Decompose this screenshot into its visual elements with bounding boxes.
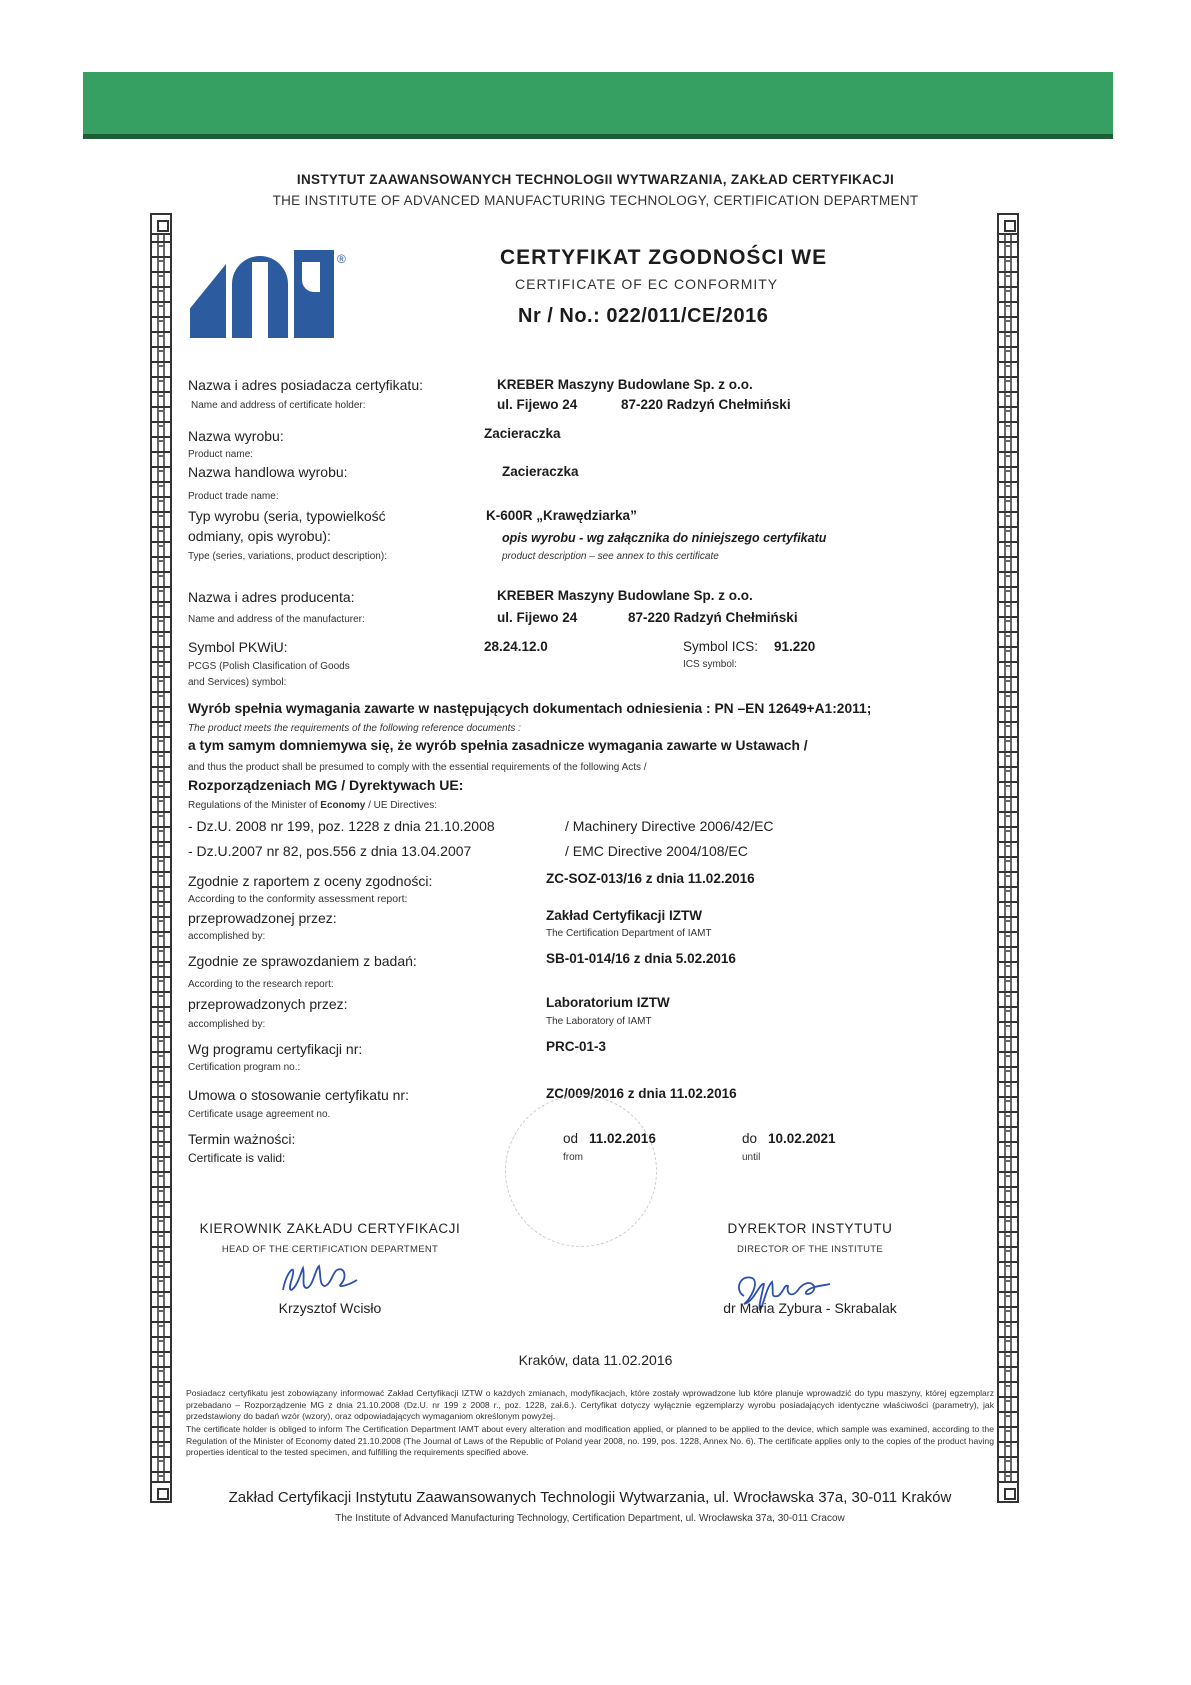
ics-label: Symbol ICS: — [683, 639, 759, 654]
valid-to-en: until — [742, 1152, 761, 1163]
product-name: Zacieraczka — [484, 426, 561, 441]
valid-from-en: from — [563, 1152, 583, 1163]
manufacturer-city: 87-220 Radzyń Chełmiński — [628, 610, 798, 625]
faint-seal-stamp — [505, 1095, 657, 1247]
valid-from-prefix: od — [563, 1131, 579, 1146]
header-green-bar-edge — [83, 134, 1113, 139]
research-by-label-en: accomplished by: — [188, 1019, 266, 1030]
ics-label-en: ICS symbol: — [683, 659, 737, 670]
validity-label-en: Certificate is valid: — [188, 1151, 286, 1165]
right-signatory-title-en: DIRECTOR OF THE INSTITUTE — [737, 1244, 883, 1255]
type-description-en: product description – see annex to this certificate — [502, 551, 719, 562]
footer-address-en: The Institute of Advanced Manufacturing Technology, Certification Department, ul. Wrocławska 37a, 30-011 Cracow — [335, 1513, 845, 1524]
requirements-line-1-en: The product meets the requirements of the following reference documents : — [188, 723, 521, 734]
pkwiu-label-en-2: and Services) symbol: — [188, 677, 287, 688]
certificate-title-en: CERTIFICATE OF EC CONFORMITY — [515, 276, 779, 292]
act-1-pl: - Dz.U. 2008 nr 199, poz. 1228 z dnia 21.10.2008 — [188, 818, 495, 834]
type-label-en: Type (series, variations, product description): — [188, 551, 387, 562]
program-label-en: Certification program no.: — [188, 1062, 301, 1073]
agreement-label: Umowa o stosowanie certyfikatu nr: — [188, 1087, 409, 1103]
left-border-top-corner — [150, 213, 172, 235]
research-value: SB-01-014/16 z dnia 5.02.2016 — [546, 951, 736, 966]
requirements-line-3-en: Regulations of the Minister of Economy / UE Directives: — [188, 800, 437, 811]
manufacturer-label: Nazwa i adres producenta: — [188, 589, 355, 605]
trade-name-label: Nazwa handlowa wyrobu: — [188, 464, 348, 480]
iamt-logo — [190, 248, 350, 338]
institute-name-en: THE INSTITUTE OF ADVANCED MANUFACTURING TECHNOLOGY, CERTIFICATION DEPARTMENT — [272, 193, 919, 208]
act-2-en: / EMC Directive 2004/108/EC — [565, 843, 748, 859]
pkwiu-label: Symbol PKWiU: — [188, 639, 288, 655]
left-meander-border — [150, 213, 172, 1503]
right-signatory-title: DYREKTOR INSTYTUTU — [727, 1221, 893, 1236]
left-border-bottom-corner — [150, 1481, 172, 1503]
holder-name: KREBER Maszyny Budowlane Sp. z o.o. — [497, 377, 753, 392]
product-label-en: Product name: — [188, 449, 254, 460]
holder-obligation-note-en: The certificate holder is obliged to inform The Certification Department IAMT about every alteration and modification applied, or planned to be applied to the device, which sample was examined, according to the Regulation of the Minister of Economy dated 21.10.2008 (The Journal of Laws of the Republic of Poland year 2008, no. 199, pos. 1228, Annex No. 6). The certificate applies only to the copies of the product having properties identical to the tested specimen, and fulfilling the requirements specified above. — [186, 1424, 994, 1457]
left-signatory-name: Krzysztof Wcisło — [278, 1300, 382, 1316]
holder-city: 87-220 Radzyń Chełmiński — [621, 397, 791, 412]
holder-street: ul. Fijewo 24 — [497, 397, 578, 412]
footer-address-pl: Zakład Certyfikacji Instytutu Zaawansowanych Technologii Wytwarzania, ul. Wrocławska 37a, 30-011 Kraków — [228, 1489, 952, 1506]
right-signatory-name: dr Maria Zybura - Skrabalak — [723, 1300, 897, 1316]
valid-to-prefix: do — [742, 1131, 758, 1146]
pkwiu-label-en-1: PCGS (Polish Clasification of Goods — [188, 661, 350, 672]
holder-label-en: Name and address of certificate holder: — [191, 400, 366, 411]
type-label-1: Typ wyrobu (seria, typowielkość — [188, 508, 386, 524]
type-description: opis wyrobu - wg załącznika do niniejszego certyfikatu — [502, 531, 827, 545]
agreement-value: ZC/009/2016 z dnia 11.02.2016 — [546, 1086, 737, 1101]
agreement-label-en: Certificate usage agreement no. — [188, 1109, 331, 1120]
manufacturer-label-en: Name and address of the manufacturer: — [188, 614, 365, 625]
valid-to-date: 10.02.2021 — [768, 1131, 836, 1146]
certificate-title-pl: CERTYFIKAT ZGODNOŚCI WE — [500, 246, 828, 269]
program-label: Wg programu certyfikacji nr: — [188, 1041, 363, 1057]
research-label: Zgodnie ze sprawozdaniem z badań: — [188, 953, 417, 969]
type-value: K-600R „Krawędziarka” — [486, 508, 637, 523]
right-meander-border — [997, 213, 1019, 1503]
valid-from-date: 11.02.2016 — [589, 1131, 656, 1146]
act-1-en: / Machinery Directive 2006/42/EC — [565, 818, 774, 834]
ics-value: 91.220 — [774, 639, 816, 654]
type-label-2: odmiany, opis wyrobu): — [188, 528, 331, 544]
report-label-en: According to the conformity assessment report: — [188, 893, 408, 905]
research-by-value: Laboratorium IZTW — [546, 995, 670, 1010]
left-signatory-title: KIEROWNIK ZAKŁADU CERTYFIKACJI — [199, 1221, 461, 1236]
report-by-label-en: accomplished by: — [188, 931, 266, 942]
product-label: Nazwa wyrobu: — [188, 428, 284, 444]
right-border-bottom-corner — [997, 1481, 1019, 1503]
holder-label: Nazwa i adres posiadacza certyfikatu: — [188, 377, 423, 393]
report-by-label: przeprowadzonej przez: — [188, 910, 337, 926]
program-value: PRC-01-3 — [546, 1039, 607, 1054]
holder-obligation-note-pl: Posiadacz certyfikatu jest zobowiązany informować Zakład Certyfikacji IZTW o każdych zmianach, modyfikacjach, które zostały wprowadzone lub które planuje wprowadzić do typu maszyny, której egzemplarz przebadano – Rozporządzenie MG z dnia 21.10.2008 (Dz.U. nr 199 z 2008 r., poz. 1228, zał.6.). Certyfikat dotyczy wyłącznie egzemplarzy wyrobu posiadających identyczne właściwości (parametry), jak przedstawiony do badań wzór (wzory), oraz odpowiadających wymaganiom określonym powyżej. — [186, 1388, 994, 1421]
report-by-value-en: The Certification Department of IAMT — [546, 928, 712, 939]
research-label-en: According to the research report: — [188, 979, 334, 990]
left-signatory-title-en: HEAD OF THE CERTIFICATION DEPARTMENT — [221, 1244, 439, 1255]
registered-mark: ® — [337, 252, 346, 266]
report-value: ZC-SOZ-013/16 z dnia 11.02.2016 — [546, 871, 755, 886]
header-green-bar — [83, 72, 1113, 138]
report-by-value: Zakład Certyfikacji IZTW — [546, 908, 703, 923]
right-border-top-corner — [997, 213, 1019, 235]
requirements-line-1: Wyrób spełnia wymagania zawarte w następujących dokumentach odniesienia : PN –EN 12649+A1:2011; — [188, 701, 872, 716]
requirements-line-2: a tym samym domniemywa się, że wyrób spełnia zasadnicze wymagania zawarte w Ustawach / — [188, 738, 808, 753]
trade-name: Zacieraczka — [502, 464, 579, 479]
institute-name-pl: INSTYTUT ZAAWANSOWANYCH TECHNOLOGII WYTWARZANIA, ZAKŁAD CERTYFIKACJI — [296, 172, 895, 187]
validity-label: Termin ważności: — [188, 1131, 296, 1147]
manufacturer-street: ul. Fijewo 24 — [497, 610, 578, 625]
certificate-number: Nr / No.: 022/011/CE/2016 — [518, 305, 769, 327]
research-by-value-en: The Laboratory of IAMT — [546, 1016, 652, 1027]
place-and-date: Kraków, data 11.02.2016 — [518, 1352, 673, 1368]
trade-name-label-en: Product trade name: — [188, 491, 279, 502]
requirements-line-3: Rozporządzeniach MG / Dyrektywach UE: — [188, 777, 464, 793]
report-label: Zgodnie z raportem z oceny zgodności: — [188, 873, 433, 889]
requirements-line-2-en: and thus the product shall be presumed to comply with the essential requirements of the following Acts / — [188, 762, 647, 773]
left-signature — [275, 1258, 375, 1298]
research-by-label: przeprowadzonych przez: — [188, 996, 348, 1012]
pkwiu-value: 28.24.12.0 — [484, 639, 548, 654]
manufacturer-name: KREBER Maszyny Budowlane Sp. z o.o. — [497, 588, 753, 603]
act-2-pl: - Dz.U.2007 nr 82, pos.556 z dnia 13.04.2007 — [188, 843, 472, 859]
